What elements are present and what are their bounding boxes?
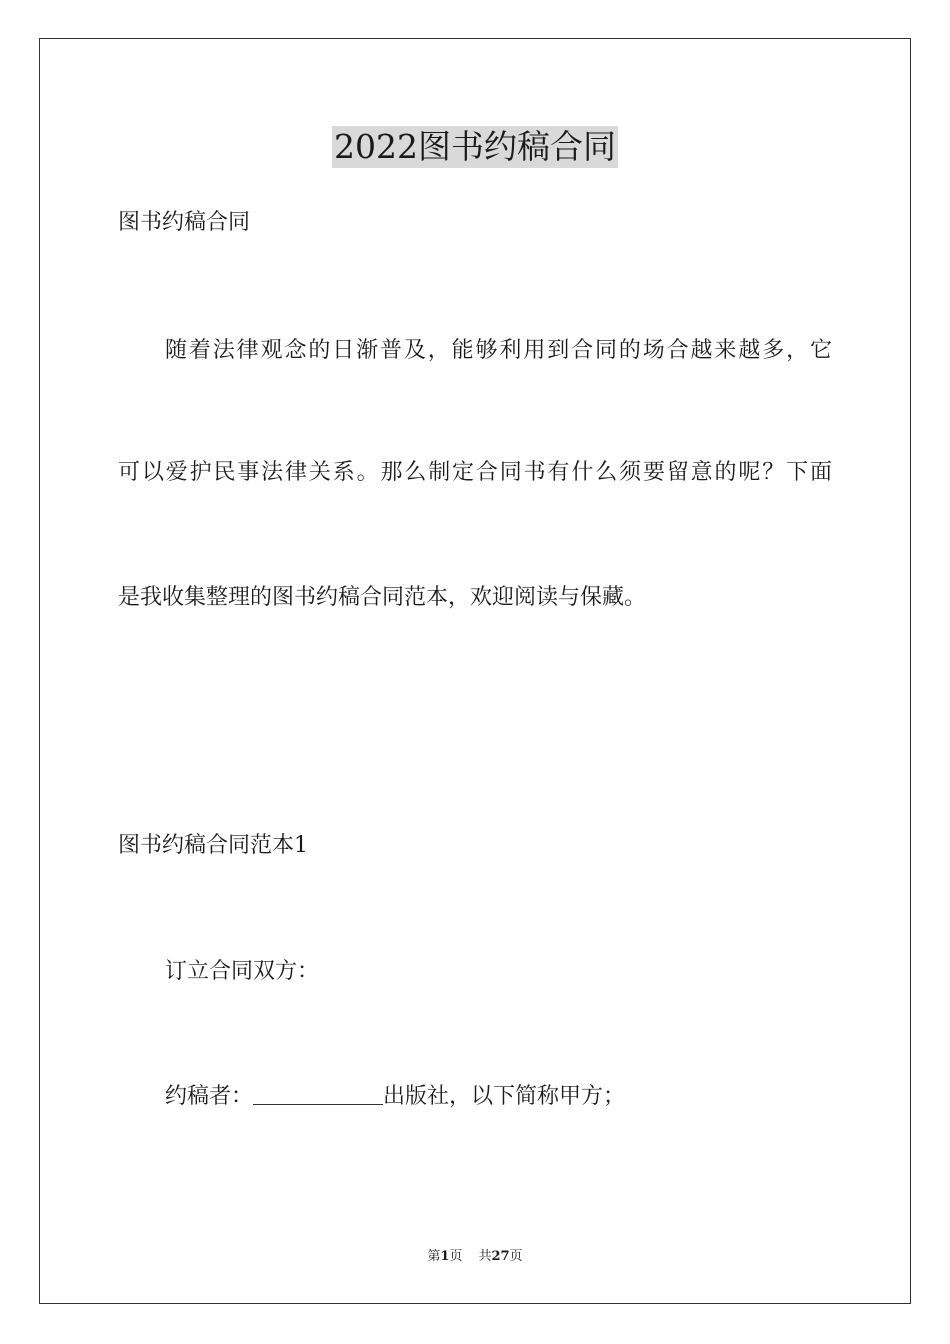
section-heading: 图书约稿合同范本1 <box>118 833 308 858</box>
intro-line-3: 是我收集整理的图书约稿合同范本，欢迎阅读与保藏。 <box>118 585 647 610</box>
document-title: 2022图书约稿合同 <box>334 127 616 166</box>
page-suffix: 页 <box>449 1249 463 1264</box>
intro-line-1: 随着法律观念的日渐普及，能够利用到合同的场合越来越多，它 <box>165 338 832 363</box>
intro-line-2: 可以爱护民事法律关系。那么制定合同书有什么须要留意的呢？下面 <box>118 460 832 485</box>
document-subtitle: 图书约稿合同 <box>118 210 251 235</box>
page-footer <box>0 1248 950 1266</box>
party-a-suffix: 出版社，以下简称甲方； <box>383 1084 626 1109</box>
party-a-label: 约稿者： <box>165 1084 254 1109</box>
page-number: 1 <box>440 1249 450 1264</box>
title-container <box>0 126 950 168</box>
party-a-line <box>165 1082 625 1112</box>
page-prefix: 第 <box>427 1249 441 1264</box>
total-prefix: 共 <box>478 1249 492 1264</box>
total-suffix: 页 <box>509 1249 523 1264</box>
parties-label: 订立合同双方： <box>165 959 320 984</box>
total-pages: 27 <box>491 1249 510 1264</box>
party-a-blank <box>253 1082 383 1105</box>
